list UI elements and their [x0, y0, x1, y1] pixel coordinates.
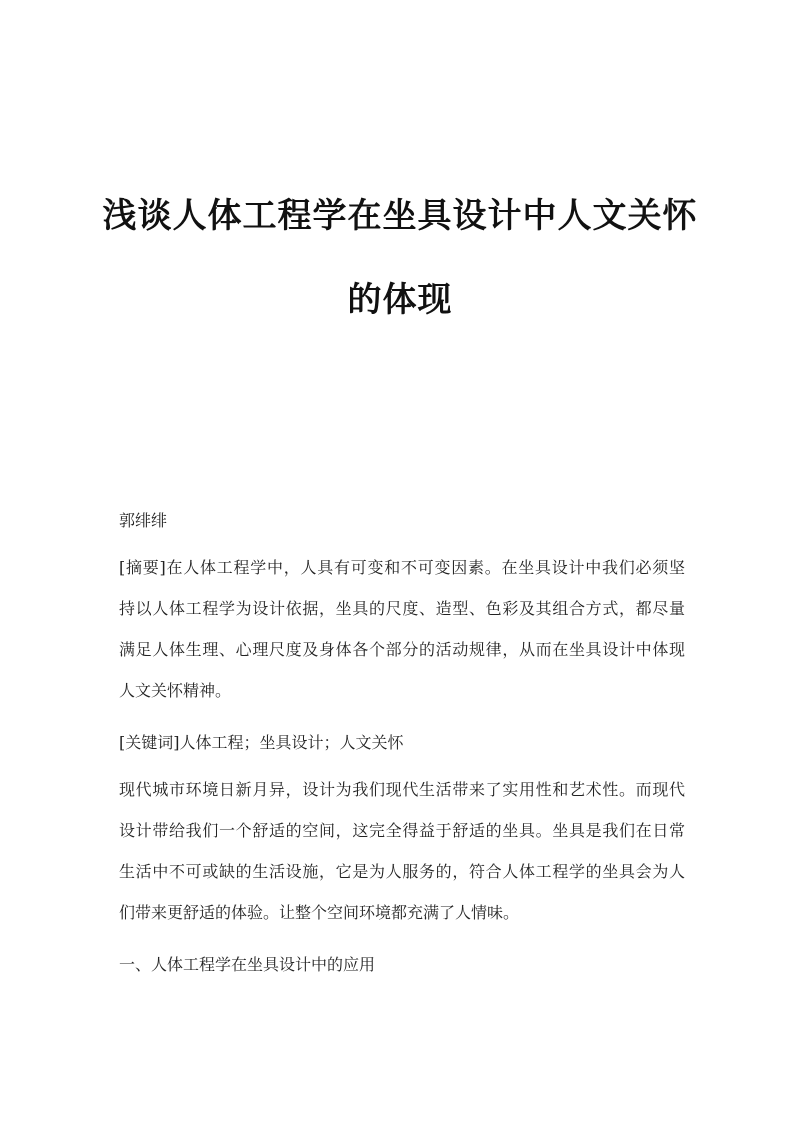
- document-title-line-1: 浅谈人体工程学在坐具设计中人文关怀: [102, 196, 698, 236]
- document-title-line-2: 的体现: [347, 280, 453, 320]
- abstract-line-2: 持以人体工程学为设计依据，坐具的尺度、造型、色彩及其组合方式，都尽量: [119, 599, 685, 618]
- body-line-1: 现代城市环境日新月异，设计为我们现代生活带来了实用性和艺术性。而现代: [119, 780, 685, 799]
- body-line-3: 生活中不可或缺的生活设施，它是为人服务的，符合人体工程学的坐具会为人: [119, 862, 685, 881]
- author-name: 郭绯绯: [119, 511, 168, 530]
- keywords-line: [关键词]人体工程；坐具设计；人文关怀: [119, 733, 404, 752]
- body-line-2: 设计带给我们一个舒适的空间，这完全得益于舒适的坐具。坐具是我们在日常: [119, 821, 685, 840]
- abstract-line-3: 满足人体生理、心理尺度及身体各个部分的活动规律，从而在坐具设计中体现: [119, 640, 685, 659]
- abstract-line-1: [摘要]在人体工程学中，人具有可变和不可变因素。在坐具设计中我们必须坚: [119, 558, 685, 577]
- abstract-line-4: 人文关怀精神。: [119, 681, 232, 700]
- body-line-4: 们带来更舒适的体验。让整个空间环境都充满了人情味。: [119, 903, 520, 922]
- section-heading: 一、人体工程学在坐具设计中的应用: [119, 955, 376, 974]
